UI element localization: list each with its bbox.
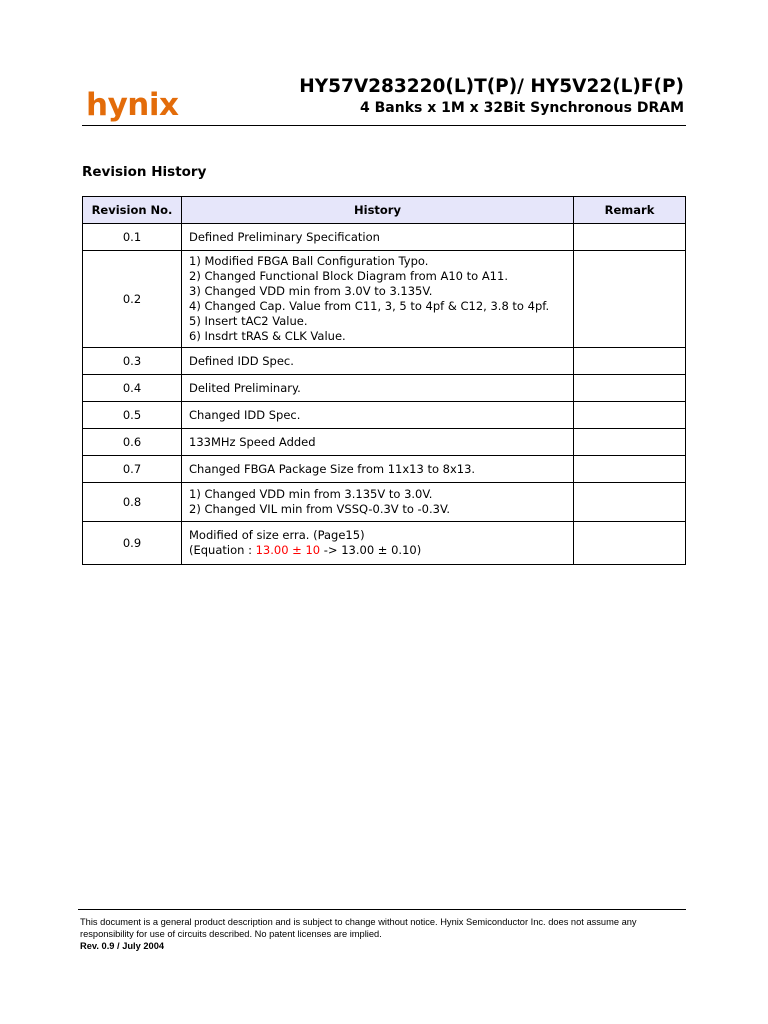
- table-header-row: [83, 197, 686, 224]
- section-title: Revision History: [82, 164, 207, 180]
- remark-cell: [574, 402, 686, 429]
- remark-cell: [574, 522, 686, 565]
- revision-number: 0.3: [83, 348, 182, 375]
- history-cell: [182, 375, 574, 402]
- history-line: 2) Changed Functional Block Diagram from A10 to A11.: [189, 269, 508, 283]
- revision-number: 0.7: [83, 456, 182, 483]
- history-cell: [182, 251, 574, 348]
- remark-cell: [574, 483, 686, 522]
- remark-cell: [574, 348, 686, 375]
- revision-number: 0.4: [83, 375, 182, 402]
- table-row: [83, 375, 686, 402]
- history-line: 3) Changed VDD min from 3.0V to 3.135V.: [189, 284, 433, 298]
- table-row: [83, 483, 686, 522]
- revision-number: 0.9: [83, 522, 182, 565]
- remark-cell: [574, 251, 686, 348]
- table-row: [83, 251, 686, 348]
- part-subtitle: 4 Banks x 1M x 32Bit Synchronous DRAM: [360, 100, 684, 116]
- history-line: Defined Preliminary Specification: [189, 229, 380, 244]
- revision-number: 0.1: [83, 224, 182, 251]
- history-cell: [182, 483, 574, 522]
- remark-cell: [574, 429, 686, 456]
- table-row: [83, 429, 686, 456]
- revision-number: 0.8: [83, 483, 182, 522]
- history-line: 5) Insert tAC2 Value.: [189, 314, 308, 328]
- equation-suffix: -> 13.00 ± 0.10): [320, 543, 422, 557]
- history-line: 1) Changed VDD min from 3.135V to 3.0V.: [189, 487, 433, 501]
- table-row: [83, 456, 686, 483]
- history-cell: [182, 402, 574, 429]
- equation-prefix: (Equation :: [189, 543, 256, 557]
- footer-divider: [78, 909, 686, 910]
- hynix-logo: hynix: [86, 87, 179, 123]
- remark-cell: [574, 375, 686, 402]
- table-row: [83, 522, 686, 565]
- table-row: [83, 402, 686, 429]
- footer-disclaimer: This document is a general product description and is subject to change without notice. Hynix Semiconductor Inc. does not assume any responsibility for use of circuits described. No patent licenses are implied.: [80, 917, 637, 939]
- history-line: 1) Modified FBGA Ball Configuration Typo.: [189, 254, 429, 268]
- part-number-title: HY57V283220(L)T(P)/ HY5V22(L)F(P): [299, 76, 684, 97]
- history-line: Delited Preliminary.: [189, 380, 301, 395]
- header-divider: [82, 125, 686, 126]
- revision-history-table: [82, 196, 686, 565]
- table-row: [83, 224, 686, 251]
- history-line: 133MHz Speed Added: [189, 434, 316, 449]
- remark-cell: [574, 456, 686, 483]
- revision-number: 0.6: [83, 429, 182, 456]
- history-line: Changed FBGA Package Size from 11x13 to 8x13.: [189, 461, 476, 476]
- history-line: 4) Changed Cap. Value from C11, 3, 5 to 4pf & C12, 3.8 to 4pf.: [189, 299, 550, 313]
- revision-number: 0.2: [83, 251, 182, 348]
- revision-number: 0.5: [83, 402, 182, 429]
- remark-cell: [574, 224, 686, 251]
- history-line: [189, 543, 566, 558]
- history-cell: [182, 224, 574, 251]
- column-header-revision: Revision No.: [83, 197, 182, 224]
- table-row: [83, 348, 686, 375]
- footer-revision: Rev. 0.9 / July 2004: [80, 941, 165, 951]
- equation-highlight: 13.00 ± 10: [255, 543, 321, 557]
- history-line: Changed IDD Spec.: [189, 407, 301, 422]
- column-header-remark: Remark: [574, 197, 686, 224]
- history-line: Modified of size erra. (Page15): [189, 528, 365, 542]
- history-line: 6) Insdrt tRAS & CLK Value.: [189, 329, 346, 343]
- history-cell: [182, 456, 574, 483]
- history-line: Defined IDD Spec.: [189, 353, 294, 368]
- history-line: 2) Changed VIL min from VSSQ-0.3V to -0.3V.: [189, 502, 451, 516]
- column-header-history: History: [182, 197, 574, 224]
- history-cell: [182, 522, 574, 565]
- history-cell: [182, 429, 574, 456]
- history-cell: [182, 348, 574, 375]
